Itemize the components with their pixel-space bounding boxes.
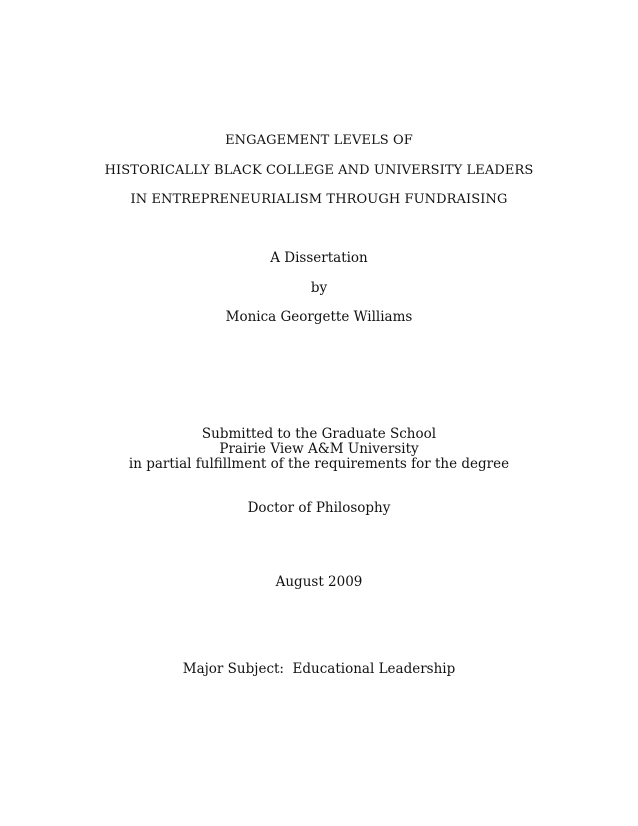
title-line-3: IN ENTREPRENEURIALISM THROUGH FUNDRAISING bbox=[130, 192, 508, 207]
submission-date: August 2009 bbox=[275, 574, 363, 590]
submission-line-1: Submitted to the Graduate School bbox=[201, 426, 437, 442]
title-line-1: ENGAGEMENT LEVELS OF bbox=[225, 133, 413, 148]
degree-name: Doctor of Philosophy bbox=[247, 500, 391, 516]
major-subject: Major Subject: Educational Leadership bbox=[182, 661, 456, 677]
document-type: A Dissertation bbox=[270, 250, 368, 266]
author-name: Monica Georgette Williams bbox=[225, 309, 413, 325]
submission-line-2: Prairie View A&M University bbox=[219, 441, 419, 457]
title-line-2: HISTORICALLY BLACK COLLEGE AND UNIVERSITY LEADERS bbox=[104, 163, 534, 178]
submission-line-3: in partial fulfillment of the requirements for the degree bbox=[128, 456, 510, 472]
by-label: by bbox=[310, 280, 328, 296]
